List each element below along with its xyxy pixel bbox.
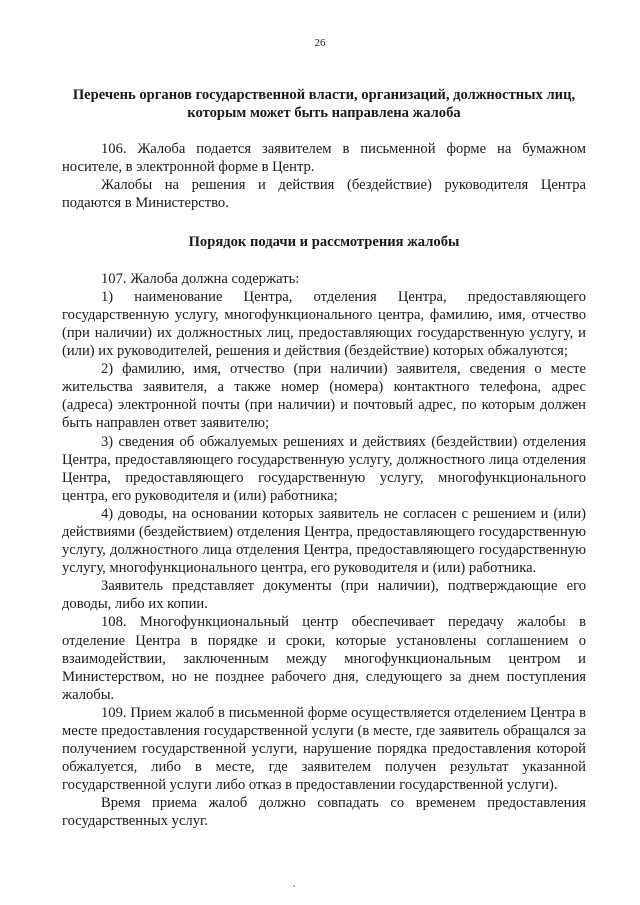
page-number: 26	[314, 37, 326, 49]
paragraph-108: 108. Многофункциональный центр обеспечивает передачу жалобы в отделение Центра в порядке и сроки, которые установлены соглашением о взаимодействии, заключенным между многофункциональным центром и Министерством, но не позднее рабочего дня, следующего за днем поступления жалобы.	[62, 614, 586, 703]
paragraph-107-item-4: 4) доводы, на основании которых заявитель не согласен с решением и (или) действиями (бездействием) отделения Центра, предоставляющего государственную услугу, должностного лица отделения Центра, предоставляющего государственную услугу, многофункционального центра, его руководителя и (или) работника.	[62, 505, 586, 577]
paragraph-107: 107. Жалоба должна содержать:	[101, 270, 300, 287]
paragraph-109-time: Время приема жалоб должно совпадать со временем предоставления государственных услуг.	[62, 795, 586, 830]
section-heading-complaint-procedure: Порядок подачи и рассмотрения жалобы	[188, 233, 460, 250]
paragraph-106: 106. Жалоба подается заявителем в письменной форме на бумажном носителе, в электронной форме в Центр.	[62, 141, 586, 176]
section-heading-complaint-recipients: Перечень органов государственной власти, организаций, должностных лиц, которым может быть направлена жалоба	[72, 87, 576, 122]
document-body	[62, 86, 586, 831]
paragraph-106-minister: Жалобы на решения и действия (бездействие) руководителя Центра подаются в Министерство.	[62, 177, 586, 212]
paragraph-109: 109. Прием жалоб в письменной форме осуществляется отделением Центра в месте предоставления государственной услуги (в месте, где заявитель обращался за получением государственной услуги, нарушение порядка предоставления которой обжалуется, либо в месте, где заявителем получен результат указанной государственной услуги либо отказ в предоставлении государственной услуги).	[62, 704, 586, 794]
paragraph-107-documents: Заявитель представляет документы (при наличии), подтверждающие его доводы, либо их копии.	[62, 578, 586, 613]
paragraph-107-item-1: 1) наименование Центра, отделения Центра, предоставляющего государственную услугу, многофункционального центра, фамилию, имя, отчество (при наличии) их должностных лиц, предоставляющих государственную услугу, и (или) их руководителей, решения и действия (бездействие) которых обжалуются;	[62, 288, 586, 360]
paragraph-107-item-3: 3) сведения об обжалуемых решениях и действиях (бездействии) отделения Центра, предоставляющего государственную услугу, должностного лица отделения Центра, предоставляющего государственную услугу, многофункционального центра, его руководителя и (или) работника;	[62, 433, 586, 504]
paragraph-107-item-2: 2) фамилию, имя, отчество (при наличии) заявителя, сведения о месте жительства заявителя, а также номер (номера) контактного телефона, адрес (адреса) электронной почты (при наличии) и почтовый адрес, по которым должен быть направлен ответ заявителю;	[62, 361, 586, 432]
scan-dot	[293, 885, 295, 887]
